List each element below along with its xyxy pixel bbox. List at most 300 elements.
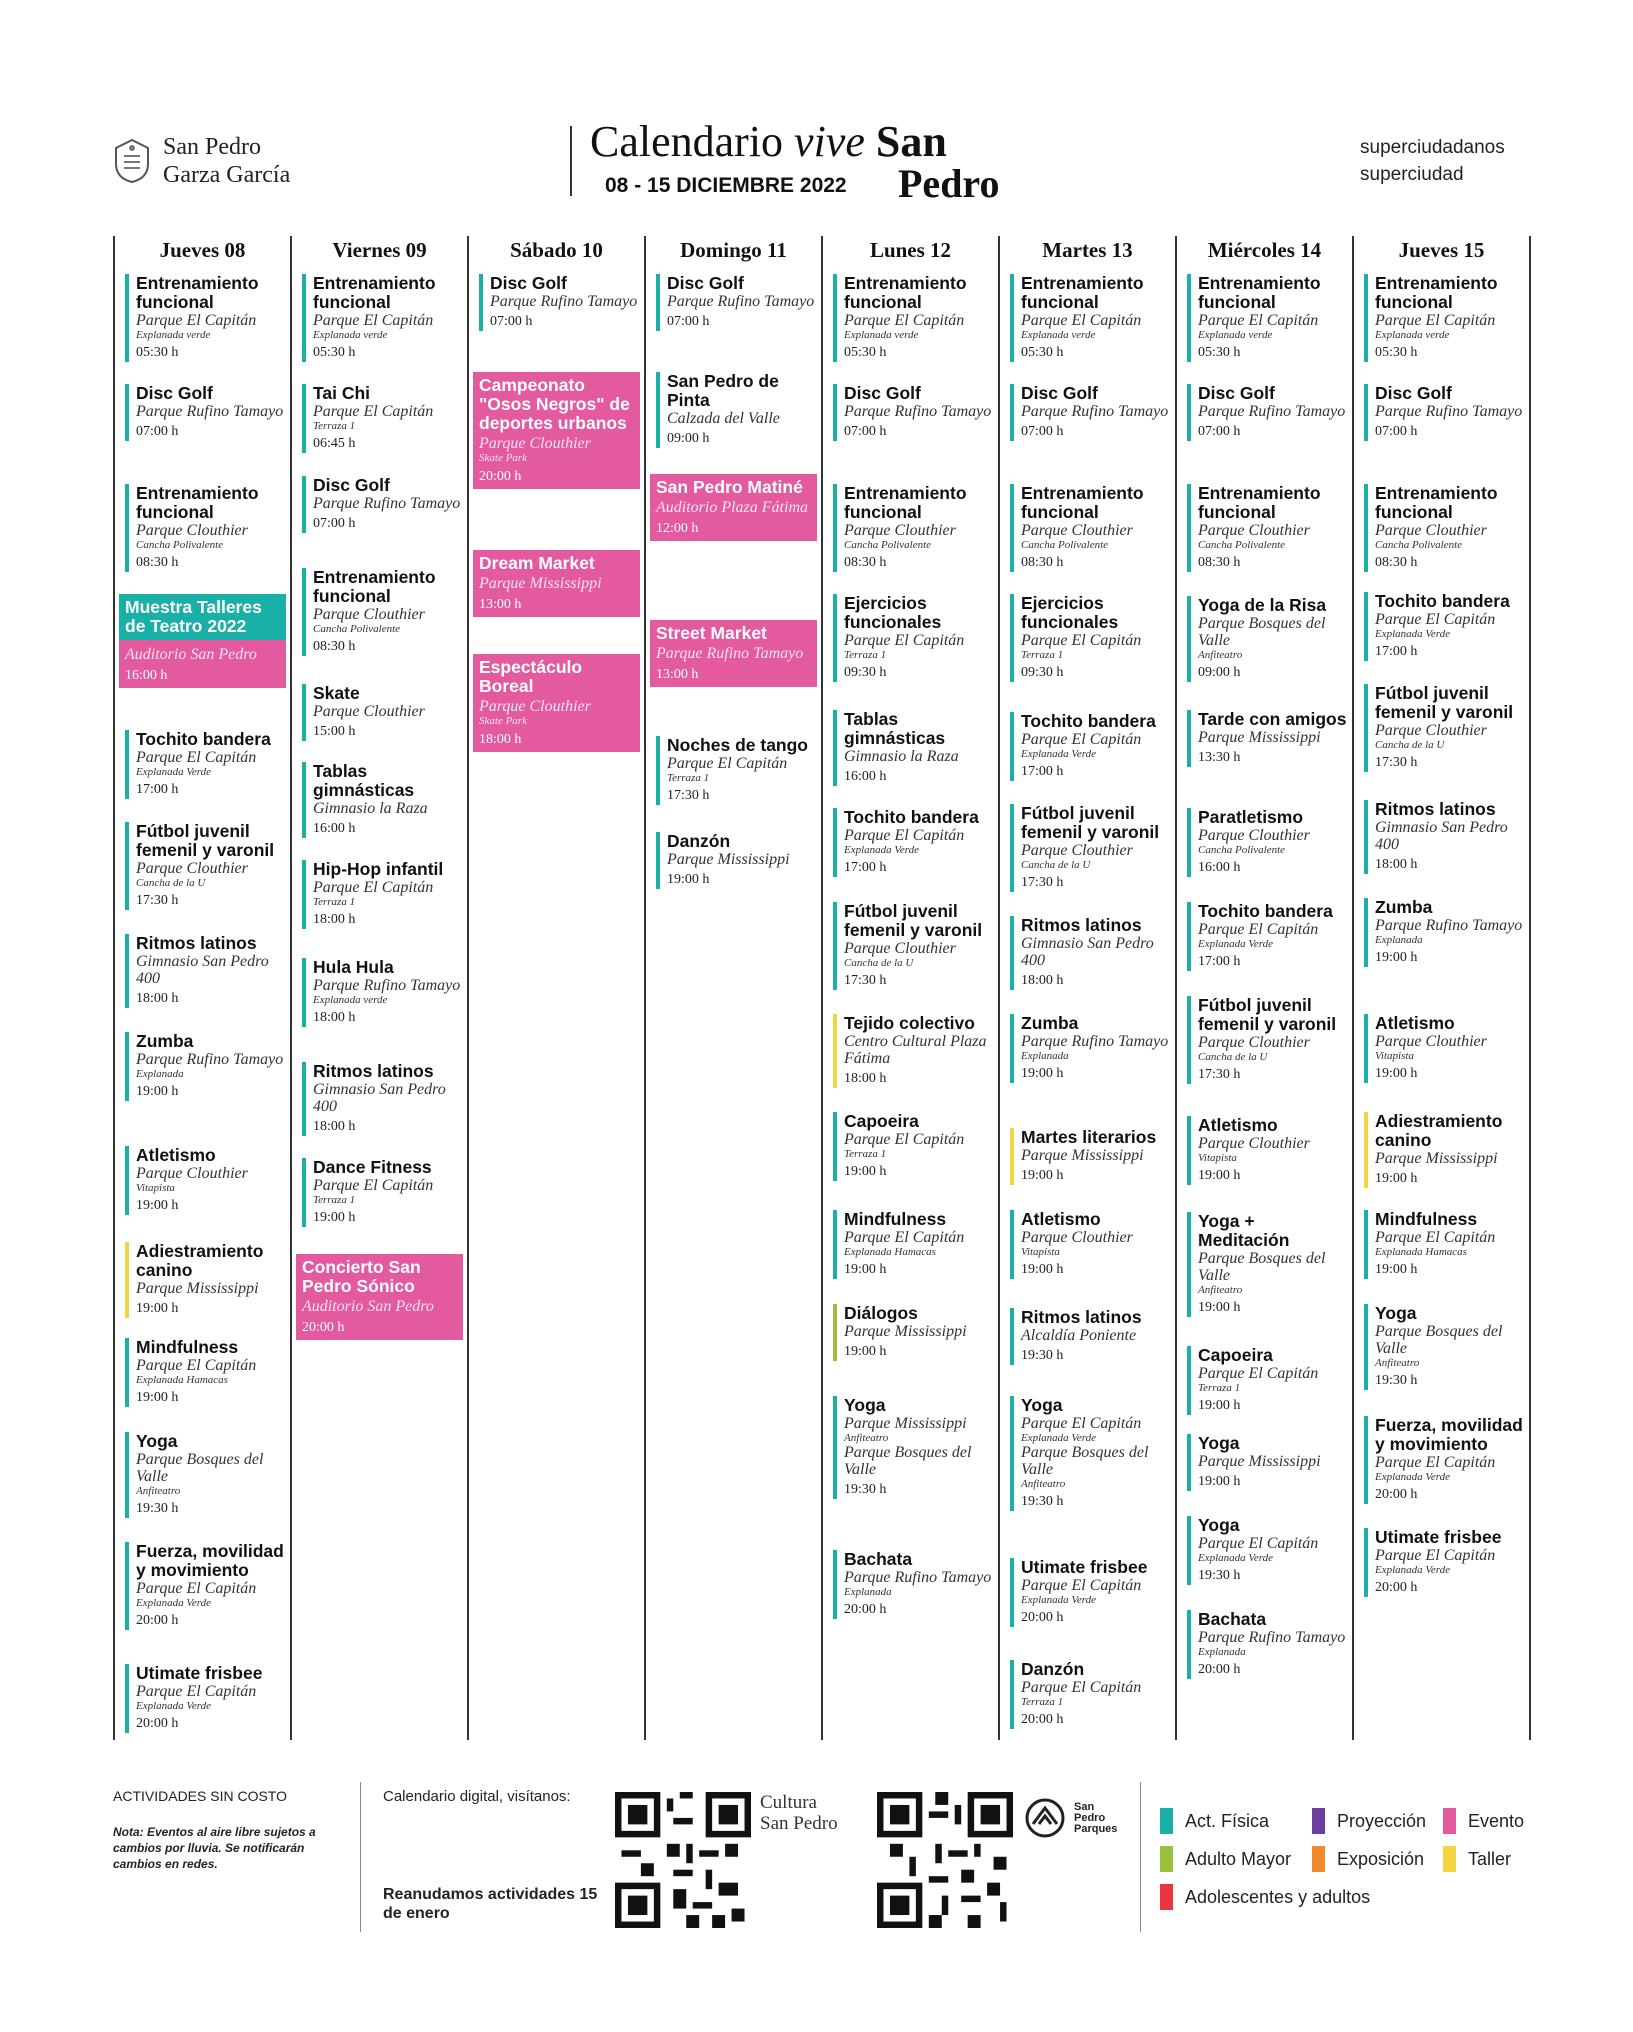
event-title: Ritmos latinos (136, 933, 257, 953)
event-place: Centro Cultural Plaza Fátima (844, 1033, 987, 1067)
event-item[interactable] (125, 934, 286, 1008)
event-title: Disc Golf (667, 273, 744, 293)
event-subplace: Terraza 1 (1021, 649, 1064, 661)
event-time: 19:30 h (1375, 1373, 1418, 1388)
event-time: 18:00 h (1021, 973, 1064, 988)
event-place: Parque Mississippi (479, 575, 602, 592)
event-title: San Pedro Matiné (656, 477, 803, 497)
event-item[interactable] (1364, 1304, 1525, 1390)
event-item[interactable] (1187, 1434, 1348, 1491)
event-subplace: Vitapista (136, 1182, 175, 1194)
event-time: 07:00 h (1021, 424, 1064, 439)
event-title: Fuerza, movilidad y movimiento (136, 1541, 284, 1580)
event-time: 05:30 h (1198, 345, 1241, 360)
event-title: Noches de tango (667, 735, 808, 755)
day-header: Miércoles 14 (1207, 238, 1322, 262)
event-time: 07:00 h (1198, 424, 1241, 439)
event-place: Parque Clouthier (1375, 1033, 1487, 1050)
event-time: 13:00 h (656, 667, 699, 682)
event-time: 19:00 h (136, 1198, 179, 1213)
event-item[interactable] (1010, 1660, 1171, 1729)
event-highlight[interactable] (473, 550, 640, 617)
event-time: 07:00 h (844, 424, 887, 439)
event-place: Parque Rufino Tamayo (313, 495, 461, 512)
event-item[interactable] (1364, 484, 1525, 572)
event-item[interactable] (302, 568, 463, 656)
resume-notice: Reanudamos actividades 15 de enero (383, 1886, 598, 1922)
day-header: Martes 13 (1042, 238, 1133, 262)
event-subplace: Explanada Verde (1021, 748, 1097, 760)
event-time: 19:00 h (1021, 1168, 1064, 1183)
event-item[interactable] (1187, 274, 1348, 362)
event-item[interactable] (833, 484, 994, 572)
cultura-logo-text (760, 1792, 838, 1834)
event-place: Parque Rufino Tamayo (313, 977, 461, 994)
event-time: 19:00 h (1021, 1066, 1064, 1081)
event-item[interactable] (302, 684, 463, 741)
event-time: 20:00 h (136, 1716, 179, 1731)
event-time: 19:00 h (1198, 1398, 1241, 1413)
event-subplace: Explanada verde (1375, 329, 1450, 341)
event-place: Parque Clouthier (136, 860, 248, 877)
event-place: Gimnasio San Pedro 400 (136, 953, 269, 987)
event-time: 05:30 h (1021, 345, 1064, 360)
event-title: Adiestramiento canino (136, 1241, 264, 1280)
parques-line1: San (1074, 1801, 1095, 1813)
event-subplace: Explanada (1375, 934, 1423, 946)
event-item[interactable] (1364, 274, 1525, 362)
event-time: 05:30 h (844, 345, 887, 360)
event-item[interactable] (1010, 804, 1171, 892)
event-item[interactable] (1010, 916, 1171, 990)
event-item[interactable] (1187, 484, 1348, 572)
event-item[interactable] (125, 1032, 286, 1101)
event-title: Utimate frisbee (1375, 1527, 1502, 1547)
event-place: Gimnasio la Raza (313, 800, 428, 817)
event-item[interactable] (833, 1210, 994, 1279)
event-subplace: Terraza 1 (1021, 1696, 1064, 1708)
event-subplace: Explanada Verde (1198, 938, 1274, 950)
event-item[interactable] (1010, 594, 1171, 682)
event-item[interactable] (1364, 1210, 1525, 1279)
event-title: Mindfulness (844, 1209, 947, 1229)
day-header: Sábado 10 (510, 238, 603, 262)
event-time: 20:00 h (1375, 1580, 1418, 1595)
event-item[interactable] (1364, 1112, 1525, 1188)
event-title: Tablas gimnásticas (844, 709, 946, 748)
event-place: Parque Clouthier (1198, 522, 1310, 539)
event-place: Parque Mississippi (1198, 1453, 1321, 1470)
event-subplace-2: Anfiteatro (1021, 1478, 1066, 1490)
event-item[interactable] (1010, 712, 1171, 781)
event-item[interactable] (125, 1542, 286, 1630)
event-place: Parque El Capitán (1375, 312, 1496, 329)
event-time: 20:00 h (302, 1320, 345, 1335)
event-highlight[interactable] (650, 620, 817, 687)
event-item[interactable] (302, 762, 463, 838)
event-place: Parque Clouthier (1198, 1034, 1310, 1051)
event-place: Parque El Capitán (844, 1131, 965, 1148)
event-title: Tai Chi (313, 383, 371, 403)
event-time: 18:00 h (313, 912, 356, 927)
event-time: 19:00 h (1375, 1262, 1418, 1277)
event-place: Calzada del Valle (667, 410, 780, 427)
event-time: 05:30 h (313, 345, 356, 360)
event-place: Parque Clouthier (136, 1165, 248, 1182)
event-item[interactable] (1010, 384, 1171, 441)
event-title: Entrenamiento funcional (1021, 483, 1144, 522)
calendar-grid (113, 236, 1531, 1740)
legend-item (1443, 1846, 1511, 1872)
free-activities-label: ACTIVIDADES SIN COSTO (113, 1788, 287, 1804)
event-item[interactable] (1010, 1558, 1171, 1627)
event-title[interactable]: Muestra Talleres de Teatro 2022 (119, 594, 286, 640)
event-time: 19:00 h (1375, 1066, 1418, 1081)
event-time: 16:00 h (844, 769, 887, 784)
event-item[interactable] (1010, 1308, 1171, 1365)
event-place: Parque El Capitán (1021, 1415, 1142, 1432)
event-subplace: Vitapista (1375, 1050, 1414, 1062)
event-item[interactable] (1010, 484, 1171, 572)
event-item[interactable] (833, 808, 994, 877)
event-item[interactable] (125, 274, 286, 362)
event-place: Parque El Capitán (136, 1580, 257, 1597)
event-subplace: Explanada (1021, 1050, 1069, 1062)
event-time: 09:00 h (1198, 665, 1241, 680)
event-title: Utimate frisbee (136, 1663, 263, 1683)
day-header: Viernes 09 (332, 238, 427, 262)
event-title: Adiestramiento canino (1375, 1111, 1503, 1150)
event-place: Auditorio San Pedro (302, 1298, 434, 1315)
event-item[interactable] (1364, 800, 1525, 874)
municipality-line2: Garza García (163, 162, 291, 188)
event-title: Entrenamiento funcional (844, 273, 967, 312)
event-time: 08:30 h (313, 639, 356, 654)
event-item[interactable] (833, 1014, 994, 1088)
qr-code-icon[interactable] (877, 1792, 1013, 1928)
event-item[interactable] (302, 274, 463, 362)
event-item[interactable] (1364, 384, 1525, 441)
event-title: Fútbol juvenil femenil y varonil (1198, 995, 1337, 1034)
event-title: Hip-Hop infantil (313, 859, 444, 879)
event-item[interactable] (302, 860, 463, 929)
event-title: Fútbol juvenil femenil y varonil (1375, 683, 1514, 722)
title-calendario: Calendario (590, 117, 784, 166)
event-title: Tarde con amigos (1198, 709, 1347, 729)
event-subplace: Cancha de la U (1198, 1051, 1268, 1063)
event-item[interactable] (656, 372, 817, 448)
event-item[interactable] (302, 384, 463, 453)
event-time: 18:00 h (313, 1119, 356, 1134)
event-item[interactable] (1187, 1346, 1348, 1415)
event-title: Atletismo (1021, 1209, 1101, 1229)
event-highlight[interactable] (473, 654, 640, 752)
event-item[interactable] (833, 384, 994, 441)
event-place: Parque Clouthier (844, 522, 956, 539)
event-place: Parque Mississippi (667, 851, 790, 868)
event-place: Parque Bosques del Valle (1198, 1250, 1326, 1284)
event-title: Utimate frisbee (1021, 1557, 1148, 1577)
event-subplace: Explanada Verde (1375, 628, 1451, 640)
event-item[interactable] (125, 822, 286, 910)
event-title: Tochito bandera (844, 807, 979, 827)
parques-logo-icon (1025, 1798, 1065, 1838)
event-place: Parque Clouthier (1198, 827, 1310, 844)
event-item[interactable] (1010, 274, 1171, 362)
event-time: 19:30 h (844, 1482, 887, 1497)
event-title: Disc Golf (1375, 383, 1452, 403)
day-header: Jueves 08 (159, 238, 246, 262)
event-time: 05:30 h (1375, 345, 1418, 360)
event-item[interactable] (1187, 808, 1348, 877)
event-item[interactable] (479, 274, 640, 331)
event-subplace: Explanada verde (313, 994, 388, 1006)
event-time: 17:00 h (844, 860, 887, 875)
event-place: Parque El Capitán (1198, 1535, 1319, 1552)
cultura-line1: Cultura (760, 1792, 817, 1813)
title-pedro: Pedro (898, 161, 1000, 206)
event-subplace: Explanada verde (1198, 329, 1273, 341)
event-place: Parque Clouthier (1375, 522, 1487, 539)
event-item[interactable] (833, 274, 994, 362)
legend-item (1312, 1846, 1424, 1872)
event-title: Disc Golf (1198, 383, 1275, 403)
event-item[interactable] (125, 1664, 286, 1733)
event-time: 17:30 h (667, 788, 710, 803)
legend-swatch (1443, 1846, 1456, 1872)
event-subplace: Explanada verde (136, 329, 211, 341)
event-subplace: Terraza 1 (313, 420, 356, 432)
event-item[interactable] (125, 1338, 286, 1407)
event-title: Atletismo (136, 1145, 216, 1165)
event-title: Martes literarios (1021, 1127, 1157, 1147)
day-column (467, 236, 644, 1740)
event-title: Yoga (136, 1431, 178, 1451)
event-place: Parque Rufino Tamayo (844, 403, 992, 420)
event-subplace: Anfiteatro (136, 1485, 181, 1497)
event-time: 09:00 h (667, 431, 710, 446)
event-item[interactable] (302, 1062, 463, 1136)
event-title: Ritmos latinos (1021, 915, 1142, 935)
event-title: Entrenamiento funcional (136, 273, 259, 312)
event-title: Street Market (656, 623, 767, 643)
rain-note: Nota: Eventos al aire libre sujetos a cambios por lluvia. Se notificarán cambios en redes. (113, 1825, 316, 1871)
event-subplace: Explanada verde (313, 329, 388, 341)
event-title: Dream Market (479, 553, 595, 573)
event-highlight[interactable] (650, 474, 817, 541)
event-time: 17:30 h (136, 893, 179, 908)
qr-code-icon[interactable] (615, 1792, 751, 1928)
event-place: Parque El Capitán (1375, 1547, 1496, 1564)
footer-divider (1140, 1782, 1141, 1932)
event-item[interactable] (833, 1112, 994, 1181)
event-place: Parque Clouthier (1021, 1229, 1133, 1246)
event-title: Disc Golf (313, 475, 390, 495)
legend-swatch (1160, 1884, 1173, 1910)
event-time: 18:00 h (136, 991, 179, 1006)
event-time: 16:00 h (1198, 860, 1241, 875)
event-item[interactable] (1187, 1516, 1348, 1585)
event-item[interactable] (1364, 1528, 1525, 1597)
event-item[interactable] (125, 1146, 286, 1215)
event-title: Ritmos latinos (313, 1061, 434, 1081)
event-time: 19:00 h (1375, 1171, 1418, 1186)
event-time: 09:30 h (1021, 665, 1064, 680)
header (0, 0, 1633, 230)
event-subplace: Explanada (136, 1068, 184, 1080)
event-place: Parque El Capitán (1021, 1577, 1142, 1594)
event-time: 07:00 h (667, 314, 710, 329)
event-item[interactable] (1187, 710, 1348, 767)
event-item[interactable] (833, 1550, 994, 1619)
event-item[interactable] (1187, 1212, 1348, 1317)
event-item[interactable] (833, 902, 994, 990)
event-item[interactable] (656, 736, 817, 805)
event-place: Parque El Capitán (1198, 1365, 1319, 1382)
event-place: Parque Rufino Tamayo (136, 403, 284, 420)
event-subplace: Anfiteatro (1198, 1284, 1243, 1296)
event-title: Yoga (1198, 1433, 1240, 1453)
event-title: Bachata (844, 1549, 913, 1569)
event-place: Gimnasio San Pedro 400 (1021, 935, 1154, 969)
event-item[interactable] (302, 476, 463, 533)
event-subplace: Anfiteatro (844, 1432, 889, 1444)
event-subplace: Explanada Verde (1021, 1594, 1097, 1606)
event-title: Entrenamiento funcional (844, 483, 967, 522)
event-item[interactable] (1010, 1128, 1171, 1185)
event-title: Fuerza, movilidad y movimiento (1375, 1415, 1523, 1454)
social-handle-2[interactable]: superciudad (1360, 164, 1464, 185)
event-subplace: Anfiteatro (1375, 1357, 1420, 1369)
social-handles (1360, 134, 1505, 188)
event-time: 17:30 h (1198, 1067, 1241, 1082)
event-item[interactable] (125, 1242, 286, 1318)
event-item[interactable] (1364, 898, 1525, 967)
event-time: 17:00 h (1375, 644, 1418, 659)
event-item[interactable] (656, 274, 817, 331)
event-title: Danzón (1021, 1659, 1085, 1679)
day-column (113, 236, 290, 1740)
day-header: Lunes 12 (869, 238, 952, 262)
event-item[interactable] (125, 484, 286, 572)
event-subplace: Explanada Verde (1198, 1552, 1274, 1564)
event-time: 07:00 h (313, 516, 356, 531)
event-subplace: Explanada Verde (136, 1700, 212, 1712)
event-subplace: Explanada Hamacas (1375, 1246, 1467, 1258)
event-item[interactable] (833, 1304, 994, 1361)
event-place: Parque Clouthier (844, 940, 956, 957)
event-title: Ejercicios funcionales (844, 593, 942, 632)
event-highlight[interactable] (473, 372, 640, 489)
event-item[interactable] (1364, 1416, 1525, 1504)
event-time: 16:00 h (125, 668, 168, 683)
event-title: Yoga (1021, 1395, 1063, 1415)
event-item[interactable] (125, 384, 286, 441)
event-item[interactable] (1364, 684, 1525, 772)
event-item[interactable] (1187, 384, 1348, 441)
event-place: Parque Rufino Tamayo (1375, 917, 1523, 934)
event-place: Parque El Capitán (313, 312, 434, 329)
event-place: Parque El Capitán (136, 312, 257, 329)
event-place: Parque Bosques del Valle (1198, 615, 1326, 649)
event-place: Parque El Capitán (313, 403, 434, 420)
event-title: Skate (313, 683, 360, 703)
event-item[interactable] (125, 730, 286, 799)
event-time: 20:00 h (1198, 1662, 1241, 1677)
event-subplace: Cancha de la U (844, 957, 914, 969)
event-place: Parque Bosques del Valle (1375, 1323, 1503, 1357)
event-time: 19:00 h (667, 872, 710, 887)
event-item[interactable] (656, 832, 817, 889)
event-title: Mindfulness (136, 1337, 239, 1357)
event-item[interactable] (1187, 996, 1348, 1084)
event-title: Tochito bandera (1375, 591, 1510, 611)
event-title: Paratletismo (1198, 807, 1304, 827)
event-time: 17:30 h (844, 973, 887, 988)
event-item[interactable] (1364, 1014, 1525, 1083)
event-title: Diálogos (844, 1303, 918, 1323)
event-place: Parque Mississippi (844, 1415, 967, 1432)
event-item[interactable] (302, 1158, 463, 1227)
event-title: Mindfulness (1375, 1209, 1478, 1229)
event-title: Capoeira (1198, 1345, 1273, 1365)
event-item[interactable] (125, 1432, 286, 1518)
event-subplace: Cancha de la U (1021, 859, 1091, 871)
event-title: Entrenamiento funcional (1375, 483, 1498, 522)
legend-label: Evento (1468, 1810, 1525, 1831)
event-item[interactable] (302, 958, 463, 1027)
event-time: 06:45 h (313, 436, 356, 451)
event-title: Entrenamiento funcional (313, 567, 436, 606)
event-time: 17:00 h (136, 782, 179, 797)
event-item[interactable] (833, 1396, 994, 1499)
event-title: Danzón (667, 831, 731, 851)
date-range: 08 - 15 DICIEMBRE 2022 (605, 174, 847, 197)
municipality-name (163, 133, 290, 189)
event-place-2: Parque Bosques del Valle (844, 1444, 972, 1478)
event-item[interactable] (1364, 592, 1525, 661)
event-item[interactable] (1187, 1116, 1348, 1185)
event-item[interactable] (1187, 596, 1348, 682)
day-column (644, 236, 821, 1740)
event-place: Parque Rufino Tamayo (136, 1051, 284, 1068)
event-item[interactable] (1010, 1210, 1171, 1279)
event-subplace: Anfiteatro (1198, 649, 1243, 661)
event-place: Parque Rufino Tamayo (1198, 1629, 1346, 1646)
footer (0, 1780, 1633, 1950)
event-item[interactable] (1010, 1014, 1171, 1083)
event-time: 15:00 h (313, 724, 356, 739)
event-time: 19:00 h (1021, 1262, 1064, 1277)
event-place: Parque Clouthier (1198, 1135, 1310, 1152)
event-subplace: Cancha de la U (136, 877, 206, 889)
event-item[interactable] (1010, 1396, 1171, 1511)
event-subplace: Explanada Verde (844, 844, 920, 856)
event-highlight[interactable] (296, 1254, 463, 1340)
event-item[interactable] (833, 710, 994, 786)
event-item[interactable] (1187, 1610, 1348, 1679)
event-place: Parque Clouthier (136, 522, 248, 539)
event-time: 17:30 h (1021, 875, 1064, 890)
social-handle-1[interactable]: superciudadanos (1360, 137, 1505, 158)
event-item[interactable] (1187, 902, 1348, 971)
event-time: 13:30 h (1198, 750, 1241, 765)
day-column (1175, 236, 1352, 1740)
event-item[interactable] (833, 594, 994, 682)
event-time: 19:00 h (1375, 950, 1418, 965)
event-highlight[interactable] (119, 640, 286, 688)
event-place: Parque El Capitán (1375, 1454, 1496, 1471)
